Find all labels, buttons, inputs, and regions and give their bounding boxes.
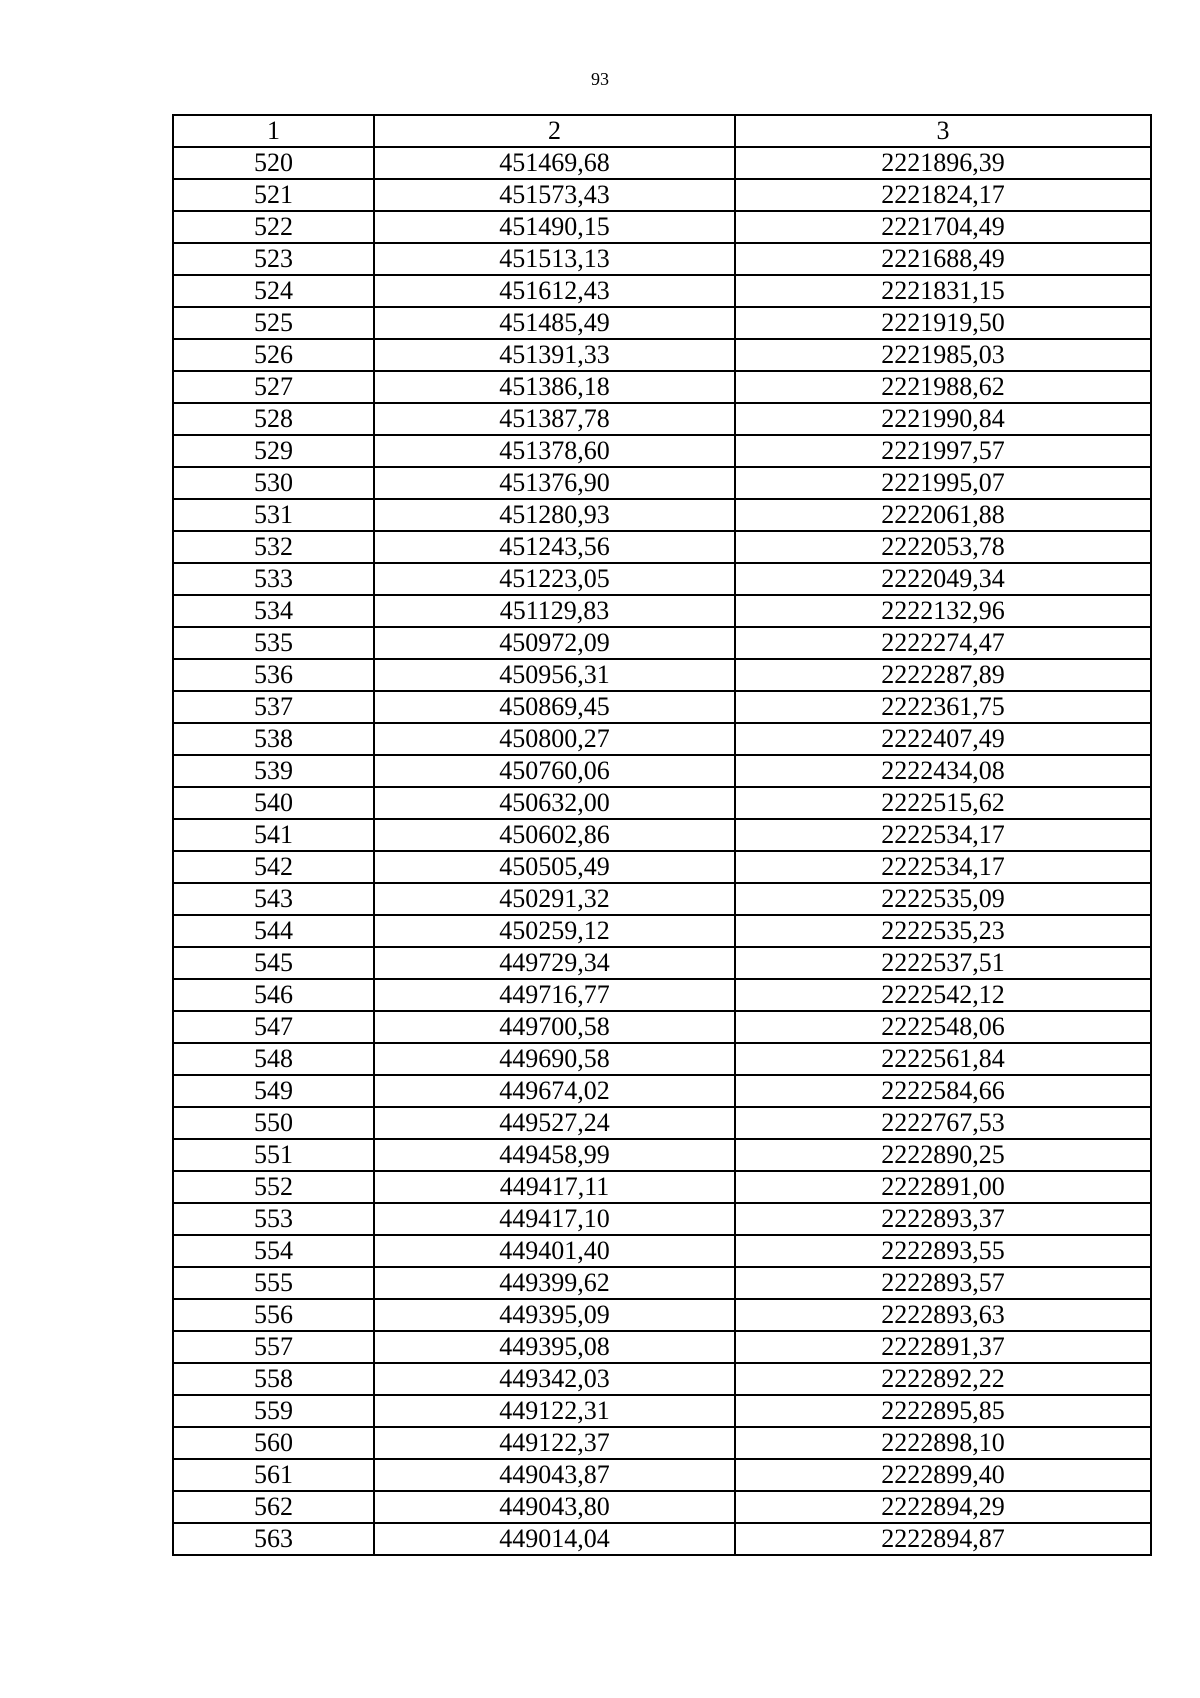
point-number-cell: 528 bbox=[173, 403, 374, 435]
point-number-cell: 556 bbox=[173, 1299, 374, 1331]
point-number-cell: 532 bbox=[173, 531, 374, 563]
y-coordinate-cell: 2221919,50 bbox=[735, 307, 1151, 339]
y-coordinate-cell: 2222893,57 bbox=[735, 1267, 1151, 1299]
y-coordinate-cell: 2221688,49 bbox=[735, 243, 1151, 275]
point-number-cell: 531 bbox=[173, 499, 374, 531]
y-coordinate-cell: 2222584,66 bbox=[735, 1075, 1151, 1107]
y-coordinate-cell: 2221824,17 bbox=[735, 179, 1151, 211]
y-coordinate-cell: 2222895,85 bbox=[735, 1395, 1151, 1427]
column-header-1: 1 bbox=[173, 115, 374, 147]
y-coordinate-cell: 2222561,84 bbox=[735, 1043, 1151, 1075]
point-number-cell: 533 bbox=[173, 563, 374, 595]
table-row bbox=[173, 1395, 1151, 1427]
point-number-cell: 544 bbox=[173, 915, 374, 947]
table-row bbox=[173, 467, 1151, 499]
y-coordinate-cell: 2222274,47 bbox=[735, 627, 1151, 659]
table-row bbox=[173, 563, 1151, 595]
table-row bbox=[173, 723, 1151, 755]
x-coordinate-cell: 449690,58 bbox=[374, 1043, 735, 1075]
y-coordinate-cell: 2222534,17 bbox=[735, 819, 1151, 851]
x-coordinate-cell: 451391,33 bbox=[374, 339, 735, 371]
point-number-cell: 535 bbox=[173, 627, 374, 659]
coordinates-table bbox=[172, 114, 1152, 1556]
y-coordinate-cell: 2222049,34 bbox=[735, 563, 1151, 595]
x-coordinate-cell: 451612,43 bbox=[374, 275, 735, 307]
point-number-cell: 548 bbox=[173, 1043, 374, 1075]
table-header-row bbox=[173, 115, 1151, 147]
table-row bbox=[173, 1139, 1151, 1171]
table-row bbox=[173, 979, 1151, 1011]
table-row bbox=[173, 915, 1151, 947]
table-row bbox=[173, 1043, 1151, 1075]
point-number-cell: 536 bbox=[173, 659, 374, 691]
y-coordinate-cell: 2222287,89 bbox=[735, 659, 1151, 691]
x-coordinate-cell: 449395,09 bbox=[374, 1299, 735, 1331]
x-coordinate-cell: 451490,15 bbox=[374, 211, 735, 243]
point-number-cell: 560 bbox=[173, 1427, 374, 1459]
point-number-cell: 537 bbox=[173, 691, 374, 723]
y-coordinate-cell: 2221997,57 bbox=[735, 435, 1151, 467]
x-coordinate-cell: 451223,05 bbox=[374, 563, 735, 595]
y-coordinate-cell: 2222132,96 bbox=[735, 595, 1151, 627]
x-coordinate-cell: 449417,11 bbox=[374, 1171, 735, 1203]
table-row bbox=[173, 627, 1151, 659]
x-coordinate-cell: 451280,93 bbox=[374, 499, 735, 531]
table-row bbox=[173, 1331, 1151, 1363]
x-coordinate-cell: 450632,00 bbox=[374, 787, 735, 819]
y-coordinate-cell: 2222537,51 bbox=[735, 947, 1151, 979]
table-row bbox=[173, 819, 1151, 851]
table-row bbox=[173, 339, 1151, 371]
table-row bbox=[173, 211, 1151, 243]
x-coordinate-cell: 449395,08 bbox=[374, 1331, 735, 1363]
point-number-cell: 523 bbox=[173, 243, 374, 275]
table-row bbox=[173, 883, 1151, 915]
y-coordinate-cell: 2222893,63 bbox=[735, 1299, 1151, 1331]
x-coordinate-cell: 449674,02 bbox=[374, 1075, 735, 1107]
table-row bbox=[173, 755, 1151, 787]
column-header-3: 3 bbox=[735, 115, 1151, 147]
table-row bbox=[173, 1267, 1151, 1299]
x-coordinate-cell: 451378,60 bbox=[374, 435, 735, 467]
x-coordinate-cell: 451485,49 bbox=[374, 307, 735, 339]
point-number-cell: 534 bbox=[173, 595, 374, 627]
point-number-cell: 563 bbox=[173, 1523, 374, 1555]
table-row bbox=[173, 1011, 1151, 1043]
table-row bbox=[173, 1427, 1151, 1459]
y-coordinate-cell: 2222515,62 bbox=[735, 787, 1151, 819]
x-coordinate-cell: 449700,58 bbox=[374, 1011, 735, 1043]
x-coordinate-cell: 450972,09 bbox=[374, 627, 735, 659]
point-number-cell: 550 bbox=[173, 1107, 374, 1139]
table-row bbox=[173, 1523, 1151, 1555]
x-coordinate-cell: 451129,83 bbox=[374, 595, 735, 627]
table-row bbox=[173, 1171, 1151, 1203]
y-coordinate-cell: 2222053,78 bbox=[735, 531, 1151, 563]
y-coordinate-cell: 2222890,25 bbox=[735, 1139, 1151, 1171]
table-row bbox=[173, 147, 1151, 179]
point-number-cell: 559 bbox=[173, 1395, 374, 1427]
y-coordinate-cell: 2222434,08 bbox=[735, 755, 1151, 787]
y-coordinate-cell: 2221990,84 bbox=[735, 403, 1151, 435]
point-number-cell: 525 bbox=[173, 307, 374, 339]
y-coordinate-cell: 2222534,17 bbox=[735, 851, 1151, 883]
table-row bbox=[173, 595, 1151, 627]
table-row bbox=[173, 851, 1151, 883]
y-coordinate-cell: 2221988,62 bbox=[735, 371, 1151, 403]
y-coordinate-cell: 2222891,37 bbox=[735, 1331, 1151, 1363]
x-coordinate-cell: 450869,45 bbox=[374, 691, 735, 723]
y-coordinate-cell: 2221831,15 bbox=[735, 275, 1151, 307]
x-coordinate-cell: 449122,31 bbox=[374, 1395, 735, 1427]
x-coordinate-cell: 451387,78 bbox=[374, 403, 735, 435]
point-number-cell: 520 bbox=[173, 147, 374, 179]
point-number-cell: 521 bbox=[173, 179, 374, 211]
y-coordinate-cell: 2222898,10 bbox=[735, 1427, 1151, 1459]
point-number-cell: 541 bbox=[173, 819, 374, 851]
x-coordinate-cell: 451513,13 bbox=[374, 243, 735, 275]
point-number-cell: 538 bbox=[173, 723, 374, 755]
table-row bbox=[173, 1363, 1151, 1395]
table-row bbox=[173, 1299, 1151, 1331]
table-row bbox=[173, 1459, 1151, 1491]
y-coordinate-cell: 2222894,87 bbox=[735, 1523, 1151, 1555]
y-coordinate-cell: 2222893,55 bbox=[735, 1235, 1151, 1267]
table-row bbox=[173, 1235, 1151, 1267]
x-coordinate-cell: 449043,87 bbox=[374, 1459, 735, 1491]
point-number-cell: 524 bbox=[173, 275, 374, 307]
y-coordinate-cell: 2222767,53 bbox=[735, 1107, 1151, 1139]
point-number-cell: 527 bbox=[173, 371, 374, 403]
x-coordinate-cell: 451573,43 bbox=[374, 179, 735, 211]
table-row bbox=[173, 691, 1151, 723]
table-row bbox=[173, 435, 1151, 467]
table-row bbox=[173, 307, 1151, 339]
point-number-cell: 540 bbox=[173, 787, 374, 819]
x-coordinate-cell: 449122,37 bbox=[374, 1427, 735, 1459]
x-coordinate-cell: 450259,12 bbox=[374, 915, 735, 947]
point-number-cell: 558 bbox=[173, 1363, 374, 1395]
x-coordinate-cell: 449399,62 bbox=[374, 1267, 735, 1299]
x-coordinate-cell: 450505,49 bbox=[374, 851, 735, 883]
point-number-cell: 562 bbox=[173, 1491, 374, 1523]
x-coordinate-cell: 449458,99 bbox=[374, 1139, 735, 1171]
page-number: 93 bbox=[591, 69, 609, 89]
y-coordinate-cell: 2222893,37 bbox=[735, 1203, 1151, 1235]
x-coordinate-cell: 449417,10 bbox=[374, 1203, 735, 1235]
table-row bbox=[173, 371, 1151, 403]
y-coordinate-cell: 2222061,88 bbox=[735, 499, 1151, 531]
x-coordinate-cell: 450760,06 bbox=[374, 755, 735, 787]
table-row bbox=[173, 179, 1151, 211]
point-number-cell: 547 bbox=[173, 1011, 374, 1043]
point-number-cell: 551 bbox=[173, 1139, 374, 1171]
point-number-cell: 546 bbox=[173, 979, 374, 1011]
table-row bbox=[173, 499, 1151, 531]
table-body bbox=[173, 147, 1151, 1555]
point-number-cell: 557 bbox=[173, 1331, 374, 1363]
y-coordinate-cell: 2222548,06 bbox=[735, 1011, 1151, 1043]
x-coordinate-cell: 449342,03 bbox=[374, 1363, 735, 1395]
x-coordinate-cell: 450956,31 bbox=[374, 659, 735, 691]
x-coordinate-cell: 451386,18 bbox=[374, 371, 735, 403]
y-coordinate-cell: 2221896,39 bbox=[735, 147, 1151, 179]
x-coordinate-cell: 449716,77 bbox=[374, 979, 735, 1011]
point-number-cell: 543 bbox=[173, 883, 374, 915]
y-coordinate-cell: 2222894,29 bbox=[735, 1491, 1151, 1523]
point-number-cell: 561 bbox=[173, 1459, 374, 1491]
table-row bbox=[173, 275, 1151, 307]
point-number-cell: 539 bbox=[173, 755, 374, 787]
x-coordinate-cell: 451243,56 bbox=[374, 531, 735, 563]
table-row bbox=[173, 1107, 1151, 1139]
y-coordinate-cell: 2222542,12 bbox=[735, 979, 1151, 1011]
point-number-cell: 522 bbox=[173, 211, 374, 243]
point-number-cell: 554 bbox=[173, 1235, 374, 1267]
y-coordinate-cell: 2222899,40 bbox=[735, 1459, 1151, 1491]
y-coordinate-cell: 2222407,49 bbox=[735, 723, 1151, 755]
table-row bbox=[173, 243, 1151, 275]
y-coordinate-cell: 2221985,03 bbox=[735, 339, 1151, 371]
y-coordinate-cell: 2221704,49 bbox=[735, 211, 1151, 243]
y-coordinate-cell: 2222535,09 bbox=[735, 883, 1151, 915]
x-coordinate-cell: 450800,27 bbox=[374, 723, 735, 755]
table-row bbox=[173, 659, 1151, 691]
point-number-cell: 552 bbox=[173, 1171, 374, 1203]
y-coordinate-cell: 2222535,23 bbox=[735, 915, 1151, 947]
table-row bbox=[173, 403, 1151, 435]
point-number-cell: 529 bbox=[173, 435, 374, 467]
x-coordinate-cell: 449401,40 bbox=[374, 1235, 735, 1267]
x-coordinate-cell: 449729,34 bbox=[374, 947, 735, 979]
x-coordinate-cell: 451376,90 bbox=[374, 467, 735, 499]
point-number-cell: 545 bbox=[173, 947, 374, 979]
x-coordinate-cell: 450291,32 bbox=[374, 883, 735, 915]
table-row bbox=[173, 531, 1151, 563]
x-coordinate-cell: 449043,80 bbox=[374, 1491, 735, 1523]
x-coordinate-cell: 451469,68 bbox=[374, 147, 735, 179]
table-row bbox=[173, 947, 1151, 979]
point-number-cell: 530 bbox=[173, 467, 374, 499]
column-header-2: 2 bbox=[374, 115, 735, 147]
x-coordinate-cell: 449527,24 bbox=[374, 1107, 735, 1139]
y-coordinate-cell: 2222892,22 bbox=[735, 1363, 1151, 1395]
point-number-cell: 553 bbox=[173, 1203, 374, 1235]
x-coordinate-cell: 449014,04 bbox=[374, 1523, 735, 1555]
y-coordinate-cell: 2222361,75 bbox=[735, 691, 1151, 723]
x-coordinate-cell: 450602,86 bbox=[374, 819, 735, 851]
table-row bbox=[173, 787, 1151, 819]
point-number-cell: 555 bbox=[173, 1267, 374, 1299]
point-number-cell: 526 bbox=[173, 339, 374, 371]
point-number-cell: 549 bbox=[173, 1075, 374, 1107]
y-coordinate-cell: 2221995,07 bbox=[735, 467, 1151, 499]
table-row bbox=[173, 1203, 1151, 1235]
table-row bbox=[173, 1491, 1151, 1523]
table-row bbox=[173, 1075, 1151, 1107]
point-number-cell: 542 bbox=[173, 851, 374, 883]
y-coordinate-cell: 2222891,00 bbox=[735, 1171, 1151, 1203]
